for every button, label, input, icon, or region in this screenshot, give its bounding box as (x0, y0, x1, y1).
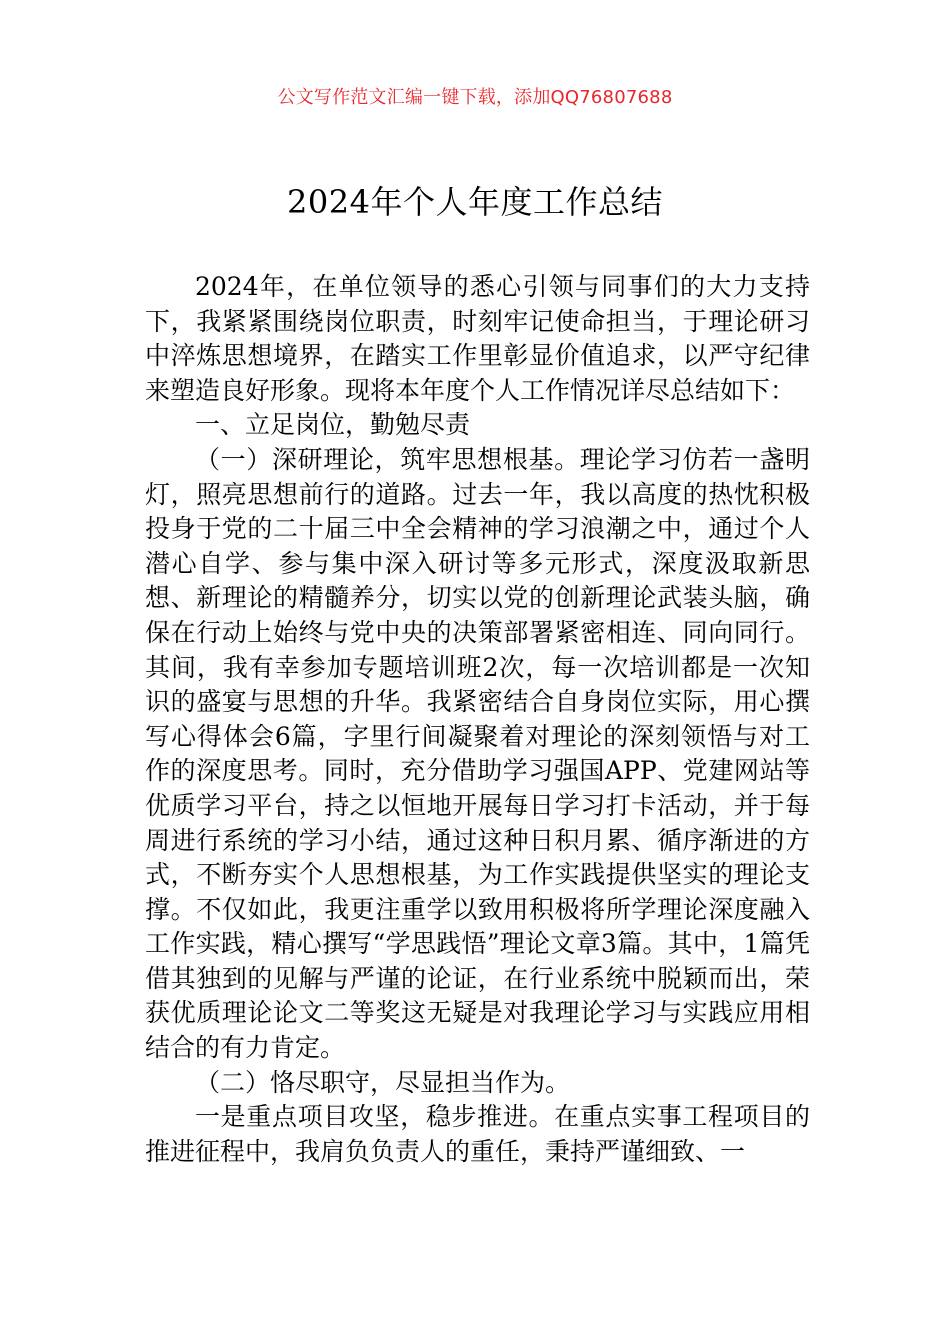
subsection-1-paragraph: （一）深研理论，筑牢思想根基。理论学习仿若一盏明灯，照亮思想前行的道路。过去一年，我以高度的热忱积极投身于党的二十届三中全会精神的学习浪潮之中，通过个人潜心自学、参与集中深入研讨等多元形式，深度汲取新思想、新理论的精髓养分，切实以党的创新理论武装头脑，确保在行动上始终与党中央的决策部署紧密相连、同向同行。其间，我有幸参加专题培训班2次，每一次培训都是一次知识的盛宴与思想的升华。我紧密结合自身岗位实际，用心撰写心得体会6篇，字里行间凝聚着对理论的深刻领悟与对工作的深度思考。同时，充分借助学习强国APP、党建网站等优质学习平台，持之以恒地开展每日学习打卡活动，并于每周进行系统的学习小结，通过这种日积月累、循序渐进的方式，不断夯实个人思想根基，为工作实践提供坚实的理论支撑。不仅如此，我更注重学以致用积极将所学理论深度融入工作实践，精心撰写“学思践悟”理论文章3篇。其中，1篇凭借其独到的见解与严谨的论证，在行业系统中脱颖而出，荣获优质理论论文二等奖这无疑是对我理论学习与实践应用相结合的有力肯定。 (145, 444, 810, 1063)
page-title: 2024年个人年度工作总结 (287, 183, 663, 221)
item-1-paragraph: 一是重点项目攻坚，稳步推进。在重点实事工程项目的推进征程中，我肩负负责人的重任，秉持严谨细致、一 (145, 1102, 810, 1166)
subsection-2-heading: （二）恪尽职守，尽显担当作为。 (195, 1067, 571, 1097)
document-body (145, 270, 810, 1169)
intro-paragraph: 2024年，在单位领导的悉心引领与同事们的大力支持下，我紧紧围绕岗位职责，时刻牢记使命担当，于理论研习中淬炼思想境界，在踏实工作里彰显价值追求，以严守纪律来塑造良好形象。现将本年度个人工作情况详尽总结如下： (145, 272, 810, 405)
section-heading-1: 一、立足岗位，勤勉尽责 (195, 410, 471, 440)
download-notice: 公文写作范文汇编一键下载，添加QQ76807688 (277, 87, 673, 108)
